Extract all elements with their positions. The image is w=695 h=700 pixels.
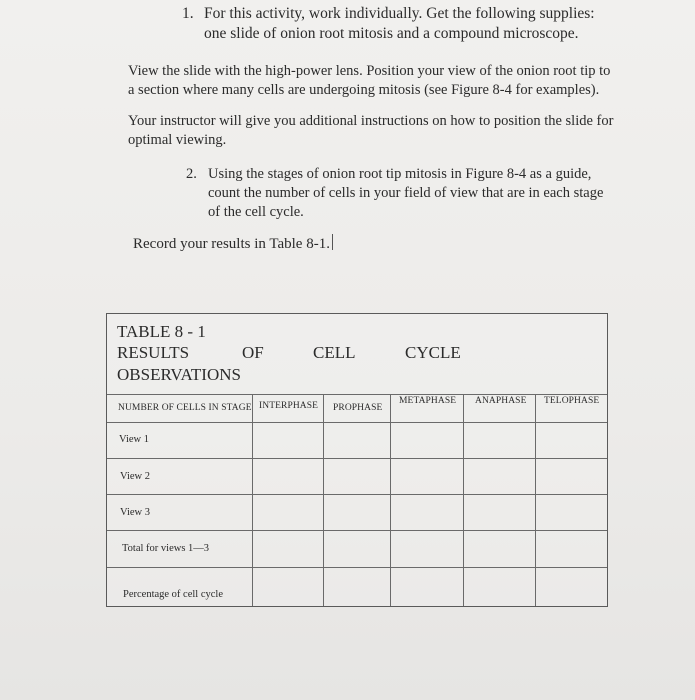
grid-line	[107, 458, 607, 459]
caption-word-results: RESULTS	[117, 343, 190, 362]
caption-word-cycle: CYCLE	[405, 343, 461, 362]
table-caption-title: TABLE 8 - 1	[117, 322, 206, 341]
grid-line	[107, 567, 607, 568]
instructor-paragraph	[128, 112, 628, 150]
step-2-line-3: of the cell cycle.	[208, 204, 304, 220]
grid-line	[535, 394, 536, 606]
grid-line	[107, 422, 607, 423]
text-cursor	[332, 234, 333, 250]
header-anaphase: ANAPHASE	[475, 396, 527, 406]
row-label-percentage: Percentage of cell cycle	[123, 589, 223, 600]
row-label-view-1: View 1	[119, 434, 149, 445]
table-caption-observations: OBSERVATIONS	[117, 365, 241, 384]
header-telophase: TELOPHASE	[544, 396, 600, 406]
grid-line	[463, 394, 464, 606]
grid-line	[252, 394, 253, 606]
step-1-line-2: one slide of onion root mitosis and a compound microscope.	[204, 25, 579, 42]
results-table	[106, 313, 608, 607]
header-metaphase: METAPHASE	[399, 396, 457, 406]
row-label-view-2: View 2	[120, 471, 150, 482]
view-line-2: a section where many cells are undergoing mitosis (see Figure 8-4 for examples).	[128, 82, 600, 98]
instructor-line-2: optimal viewing.	[128, 132, 227, 148]
header-number-of-cells: NUMBER OF CELLS IN STAGE	[118, 403, 252, 413]
grid-line	[107, 530, 607, 531]
row-label-total: Total for views 1—3	[122, 543, 210, 554]
header-prophase: PROPHASE	[333, 403, 383, 413]
view-paragraph	[128, 62, 628, 100]
grid-line	[323, 394, 324, 606]
step-2-line-2: count the number of cells in your field of view that are in each stage	[208, 185, 604, 201]
step-1-line-1: For this activity, work individually. Get the following supplies:	[204, 5, 595, 22]
instructor-line-1: Your instructor will give you additional instructions on how to position the slide for	[128, 113, 614, 129]
step-1	[182, 4, 652, 44]
step-2-line-1: Using the stages of onion root tip mitosis in Figure 8-4 as a guide,	[208, 166, 592, 182]
step-2-number: 2.	[186, 166, 197, 182]
grid-line	[107, 494, 607, 495]
grid-line	[390, 394, 391, 606]
step-2	[186, 165, 616, 222]
row-label-view-3: View 3	[120, 507, 150, 518]
caption-word-of: OF	[242, 343, 264, 362]
step-1-number: 1.	[182, 5, 194, 22]
caption-word-cell: CELL	[313, 343, 356, 362]
view-line-1: View the slide with the high-power lens. Position your view of the onion root tip to	[128, 63, 611, 79]
record-results-label: Record your results in Table 8-1.	[133, 236, 330, 252]
header-interphase: INTERPHASE	[259, 401, 319, 411]
grid-line	[107, 394, 607, 395]
record-results-text[interactable]	[133, 234, 333, 253]
